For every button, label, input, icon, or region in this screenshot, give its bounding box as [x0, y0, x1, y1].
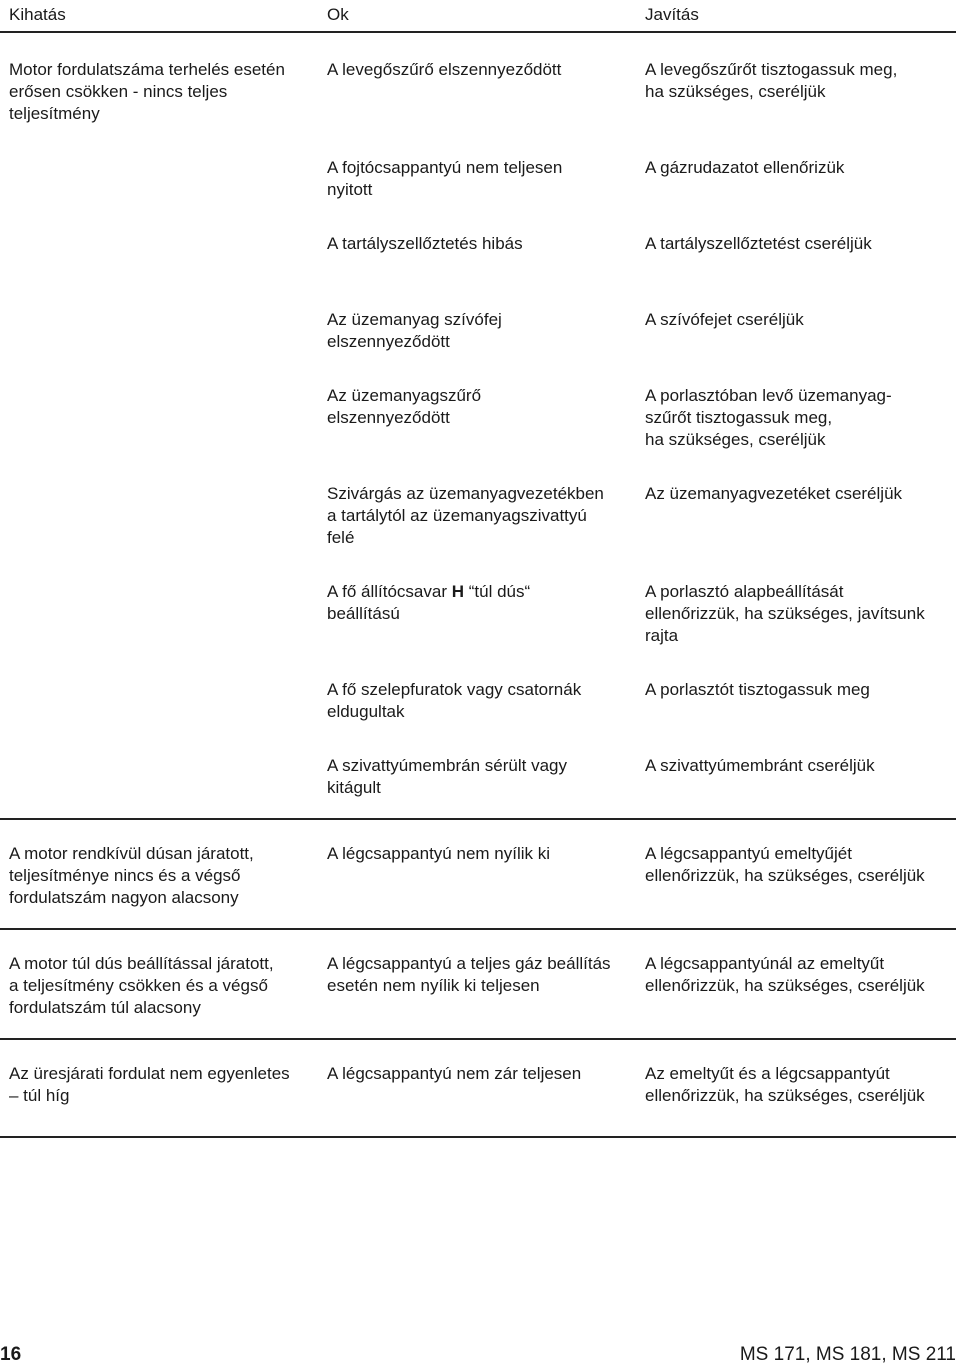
effect-text: A motor rendkívül dúsan járatott, teljesítménye nincs és a végső fordulatszám nagyon alacsony	[9, 844, 254, 907]
fix-text: Az emeltyűt és a légcsappantyút ellenőrizzük, ha szükséges, cseréljük	[645, 1064, 925, 1105]
fix-text: A gázrudazatot ellenőrizük	[645, 158, 845, 177]
cause-text: Szivárgás az üzemanyagvezetékben a tartálytól az üzemanyagszivattyú felé	[327, 484, 604, 547]
table-bottom-border	[0, 1136, 956, 1138]
cause-text-part: A fő állítócsavar	[327, 582, 452, 601]
fix-text: A porlasztóban levő üzemanyag- szűrőt tisztogassuk meg, ha szükséges, cseréljük	[645, 386, 892, 449]
fix-text: Az üzemanyagvezetéket cseréljük	[645, 484, 903, 503]
cause-text: A levegőszűrő elszennyeződött	[327, 60, 562, 79]
group-divider	[0, 818, 956, 820]
screw-label: H	[451, 582, 465, 601]
fix-text: A porlasztót tisztogassuk meg	[645, 680, 870, 699]
fix-text: A légcsappantyúnál az emeltyűt ellenőrizzük, ha szükséges, cseréljük	[645, 954, 925, 995]
cause-text: A fojtócsappantyú nem teljesen nyitott	[327, 158, 563, 199]
cause-text: Az üzemanyag szívófej elszennyeződött	[327, 310, 502, 351]
header-cause: Ok	[327, 5, 349, 24]
page-number: 16	[0, 1344, 22, 1365]
cause-text: Az üzemanyagszűrő elszennyeződött	[327, 386, 482, 427]
effect-text: A motor túl dús beállítással járatott, a teljesítmény csökken és a végső fordulatszám túl alacsony	[9, 954, 274, 1017]
model-list: MS 171, MS 181, MS 211	[739, 1344, 956, 1365]
cause-text: A tartályszellőztetés hibás	[327, 234, 523, 253]
cause-text: A légcsappantyú a teljes gáz beállítás esetén nem nyílik ki teljesen	[327, 954, 611, 995]
fix-text: A szívófejet cseréljük	[645, 310, 804, 329]
cause-text: A szivattyúmembrán sérült vagy kitágult	[327, 756, 567, 797]
cause-text	[327, 581, 632, 625]
cause-text: A légcsappantyú nem zár teljesen	[327, 1064, 582, 1083]
group-divider	[0, 928, 956, 930]
cause-text: A fő szelepfuratok vagy csatornák eldugultak	[327, 680, 582, 721]
group-divider	[0, 1038, 956, 1040]
fix-text: A szivattyúmembránt cseréljük	[645, 756, 875, 775]
fix-text: A tartályszellőztetést cseréljük	[645, 234, 872, 253]
header-fix: Javítás	[645, 5, 699, 24]
header-effect: Kihatás	[9, 5, 66, 24]
effect-text: Az üresjárati fordulat nem egyenletes – túl híg	[9, 1064, 290, 1105]
table-header	[0, 4, 956, 29]
fix-text: A levegőszűrőt tisztogassuk meg, ha szükséges, cseréljük	[645, 60, 898, 101]
fix-text: A porlasztó alapbeállítását ellenőrizzük, ha szükséges, javítsunk rajta	[645, 582, 925, 645]
fix-text: A légcsappantyú emeltyűjét ellenőrizzük, ha szükséges, cseréljük	[645, 844, 925, 885]
header-divider	[0, 31, 956, 33]
cause-text: A légcsappantyú nem nyílik ki	[327, 844, 551, 863]
cause-text-part: “túl dús“ beállítású	[327, 582, 531, 623]
effect-text: Motor fordulatszáma terhelés esetén erősen csökken - nincs teljes teljesítmény	[9, 60, 285, 123]
